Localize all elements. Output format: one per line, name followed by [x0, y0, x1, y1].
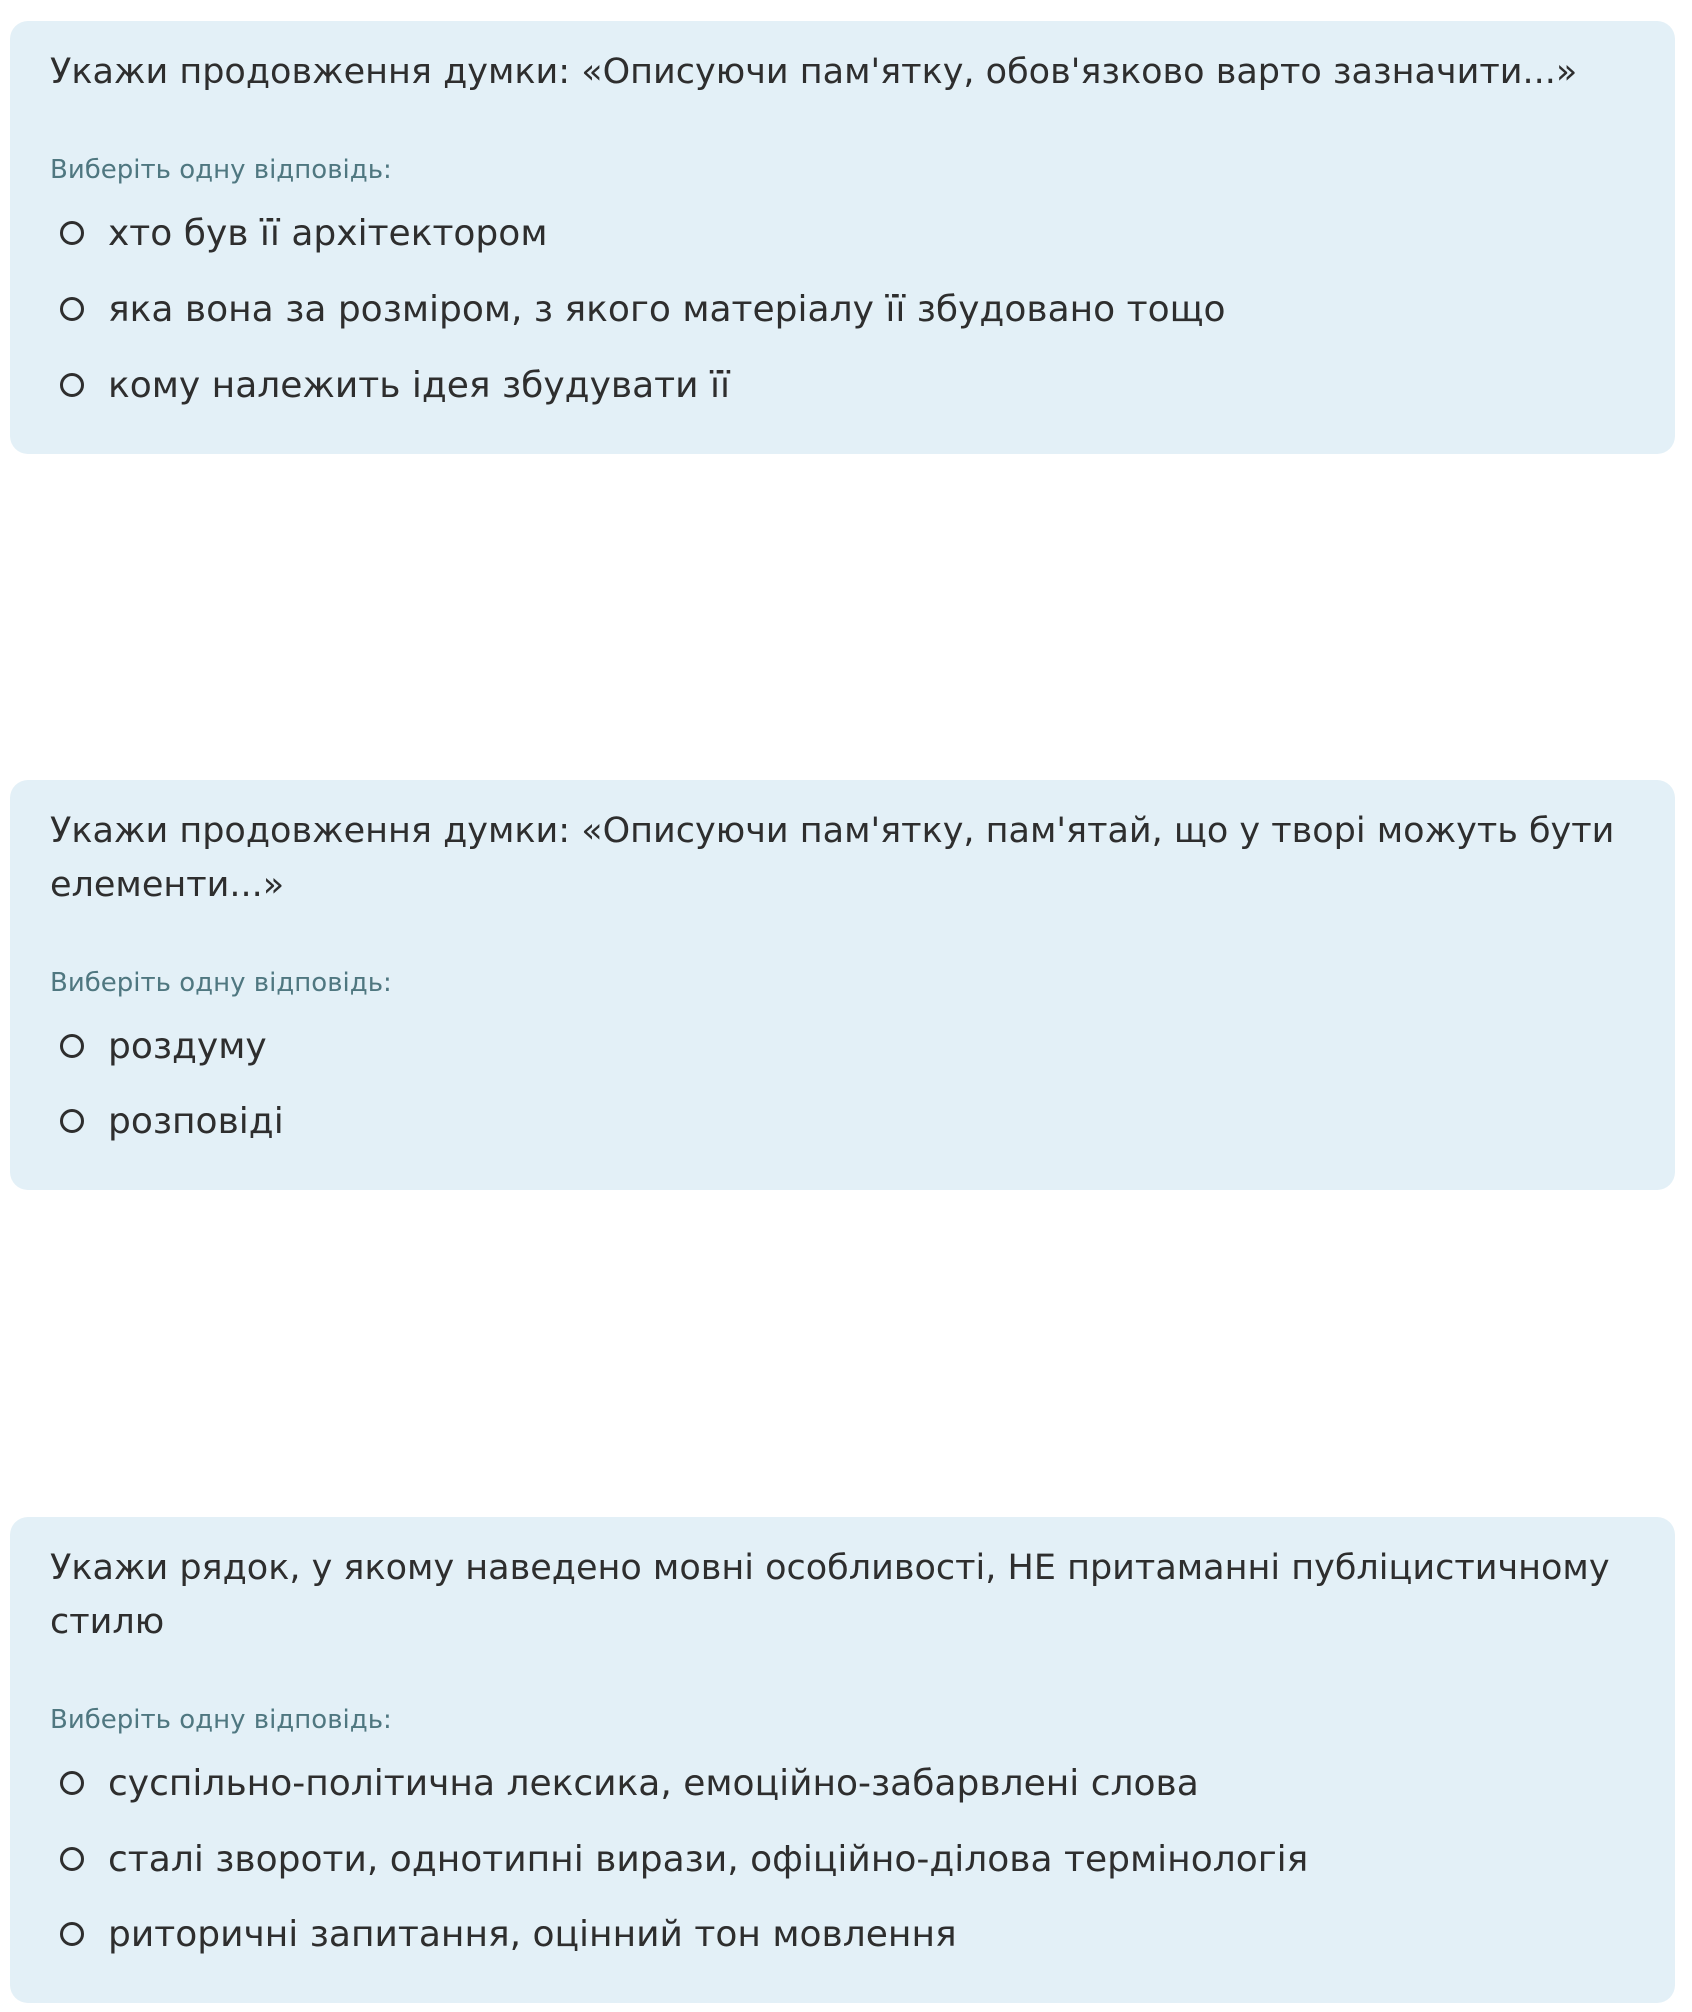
option-label: суспільно-політична лексика, емоційно-забарвлені слова [108, 1762, 1199, 1804]
answer-option[interactable] [60, 1096, 284, 1146]
option-label: кому належить ідея збудувати її [108, 364, 730, 406]
radio-button[interactable] [60, 1922, 84, 1946]
radio-button[interactable] [60, 297, 84, 321]
question-text: Укажи продовження думки: «Описуючи пам'ятку, пам'ятай, що у творі можуть бути елементи...» [50, 811, 1615, 905]
question-text: Укажи продовження думки: «Описуючи пам'ятку, обов'язково варто зазначити...» [50, 52, 1578, 92]
answer-option[interactable] [60, 1021, 267, 1071]
radio-button[interactable] [60, 373, 84, 397]
answer-hint: Виберіть одну відповідь: [50, 155, 392, 185]
radio-button[interactable] [60, 1771, 84, 1795]
answer-option[interactable] [60, 1758, 1199, 1808]
answer-option[interactable] [60, 360, 730, 410]
question-card-1 [10, 21, 1675, 454]
radio-button[interactable] [60, 1034, 84, 1058]
option-label: сталі звороти, однотипні вирази, офіційно-ділова термінологія [108, 1838, 1309, 1880]
question-card-2 [10, 780, 1675, 1190]
answer-option[interactable] [60, 208, 547, 258]
answer-option[interactable] [60, 284, 1226, 334]
option-label: роздуму [108, 1025, 267, 1067]
option-label: розповіді [108, 1100, 284, 1142]
radio-button[interactable] [60, 1847, 84, 1871]
answer-hint: Виберіть одну відповідь: [50, 968, 392, 998]
answer-hint: Виберіть одну відповідь: [50, 1705, 392, 1735]
question-text: Укажи рядок, у якому наведено мовні особливості, НЕ притаманні публіцистичному стилю [50, 1548, 1610, 1642]
answer-option[interactable] [60, 1834, 1308, 1884]
radio-button[interactable] [60, 221, 84, 245]
option-label: риторичні запитання, оцінний тон мовлення [108, 1913, 957, 1955]
question-card-3 [10, 1517, 1675, 2003]
option-label: хто був її архітектором [108, 212, 548, 254]
answer-option[interactable] [60, 1909, 957, 1959]
radio-button[interactable] [60, 1109, 84, 1133]
option-label: яка вона за розміром, з якого матеріалу її збудовано тощо [108, 288, 1226, 330]
